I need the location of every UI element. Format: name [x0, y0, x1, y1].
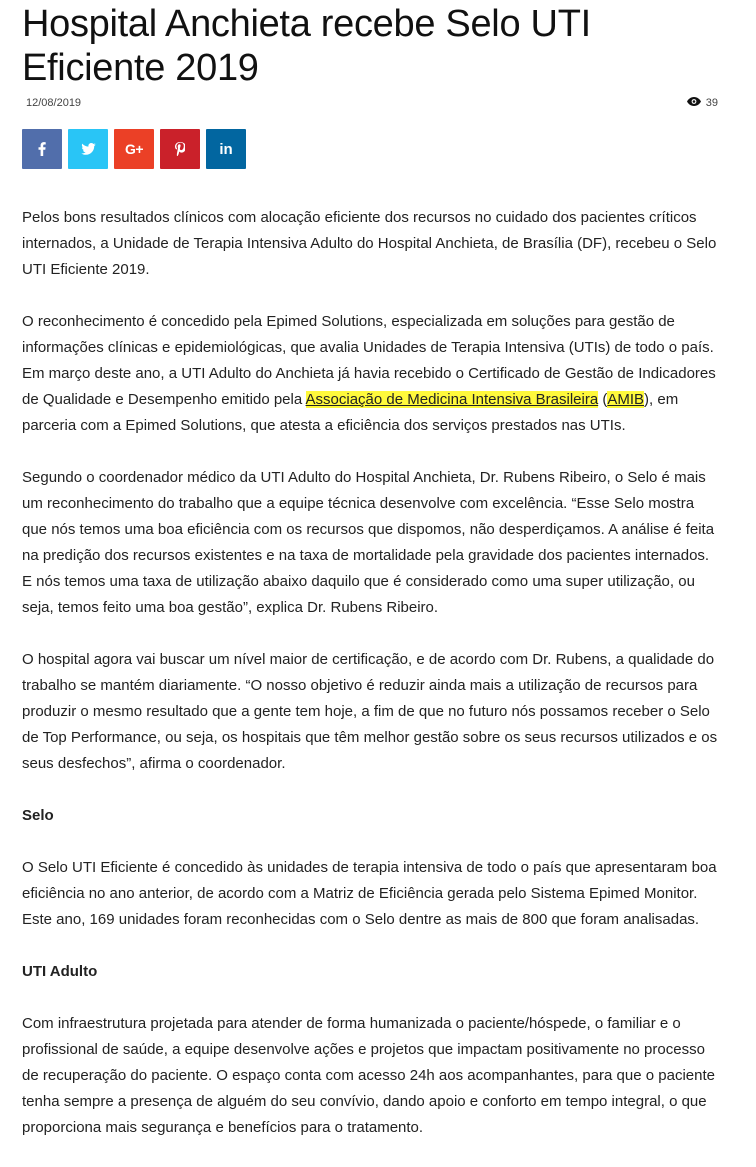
linkedin-share-button[interactable]: [206, 129, 246, 169]
paragraph-4: O hospital agora vai buscar um nível maior de certificação, e de acordo com Dr. Rubens, a qualidade do trabalho se mantém diariamente. “O nosso objetivo é reduzir ainda mais a utilização de recursos para produzir o mesmo resultado que a gente tem hoje, a fim de que no futuro nós possamos receber o Selo de Top Performance, ou seja, os hospitais que têm melhor gestão sobre os seus recursos utilizados e os seus desfechos”, afirma o coordenador.: [22, 651, 718, 772]
share-bar: [22, 129, 246, 169]
paragraph-3: Segundo o coordenador médico da UTI Adulto do Hospital Anchieta, Dr. Rubens Ribeiro, o Selo é mais um reconhecimento do trabalho que a equipe técnica desenvolve com excelência. “Esse Selo mostra que nós temos uma boa eficiência com os recursos que dispomos, não desperdiçamos. A análise é feita na predição dos recursos existentes e na taxa de mortalidade pela gravidade dos pacientes internados. E nós temos uma taxa de utilização abaixo daquilo que é considerado como uma super utilização, ou seja, temos feito uma boa gestão”, explica Dr. Rubens Ribeiro.: [22, 469, 715, 616]
article-title: Hospital Anchieta recebe Selo UTI Eficiente 2019: [22, 3, 591, 89]
paragraph-2-paren: (: [598, 391, 608, 408]
facebook-icon: [38, 142, 46, 156]
facebook-share-button[interactable]: [22, 129, 62, 169]
linkedin-icon: in: [219, 140, 233, 158]
section-heading-uti-adulto: UTI Adulto: [22, 963, 98, 980]
pinterest-icon: [175, 142, 185, 156]
twitter-icon: [81, 143, 96, 155]
paragraph-2-start: O reconhecimento é concedido pela Epimed Solutions, especializada em soluções para gestão de informações clínicas e epidemiológicas, que avalia Unidades de Terapia Intensiva (UTIs) de todo o país. Em março deste ano, a UTI Adulto do Anchieta já havia recebido o Certificado de Gestão de Indicadores de Qualidade e Desempenho emitido pela: [22, 313, 716, 408]
paragraph-5: O Selo UTI Eficiente é concedido às unidades de terapia intensiva de todo o país que apresentaram boa eficiência no ano anterior, de acordo com a Matriz de Eficiência gerada pelo Sistema Epimed Monitor. Este ano, 169 unidades foram reconhecidas com o Selo dentre as mais de 800 que foram analisadas.: [22, 859, 717, 928]
paragraph-2: [22, 309, 722, 439]
section-heading-selo: Selo: [22, 807, 54, 824]
publish-date: 12/08/2019: [26, 97, 82, 109]
amib-abbr-link[interactable]: AMIB: [607, 391, 645, 408]
paragraph-1: Pelos bons resultados clínicos com alocação eficiente dos recursos no cuidado dos pacientes críticos internados, a Unidade de Terapia Intensiva Adulto do Hospital Anchieta, de Brasília (DF), recebeu o Selo UTI Eficiente 2019.: [22, 209, 717, 278]
article-meta: [22, 96, 718, 112]
eye-icon: [687, 97, 701, 109]
view-count-value: 39: [705, 97, 718, 109]
amib-link[interactable]: Associação de Medicina Intensiva Brasileira: [305, 391, 599, 408]
googleplus-share-button[interactable]: [114, 129, 154, 169]
view-count: [687, 97, 718, 109]
paragraph-6: Com infraestrutura projetada para atender de forma humanizada o paciente/hóspede, o familiar e o profissional de saúde, a equipe desenvolve ações e projetos que impactam positivamente no processo de recuperação do paciente. O espaço conta com acesso 24h aos acompanhantes, para que o paciente tenha sempre a presença de alguém do seu convívio, dando apoio e conforto em tempo integral, o que proporciona mais segurança e benefícios para o tratamento.: [22, 1015, 715, 1136]
googleplus-icon: G+: [124, 141, 144, 157]
paragraph-2-end: ), em parceria com a Epimed Solutions, que atesta a eficiência dos serviços prestados nas UTIs.: [22, 391, 679, 434]
twitter-share-button[interactable]: [68, 129, 108, 169]
pinterest-share-button[interactable]: [160, 129, 200, 169]
article-body: [22, 205, 722, 1167]
